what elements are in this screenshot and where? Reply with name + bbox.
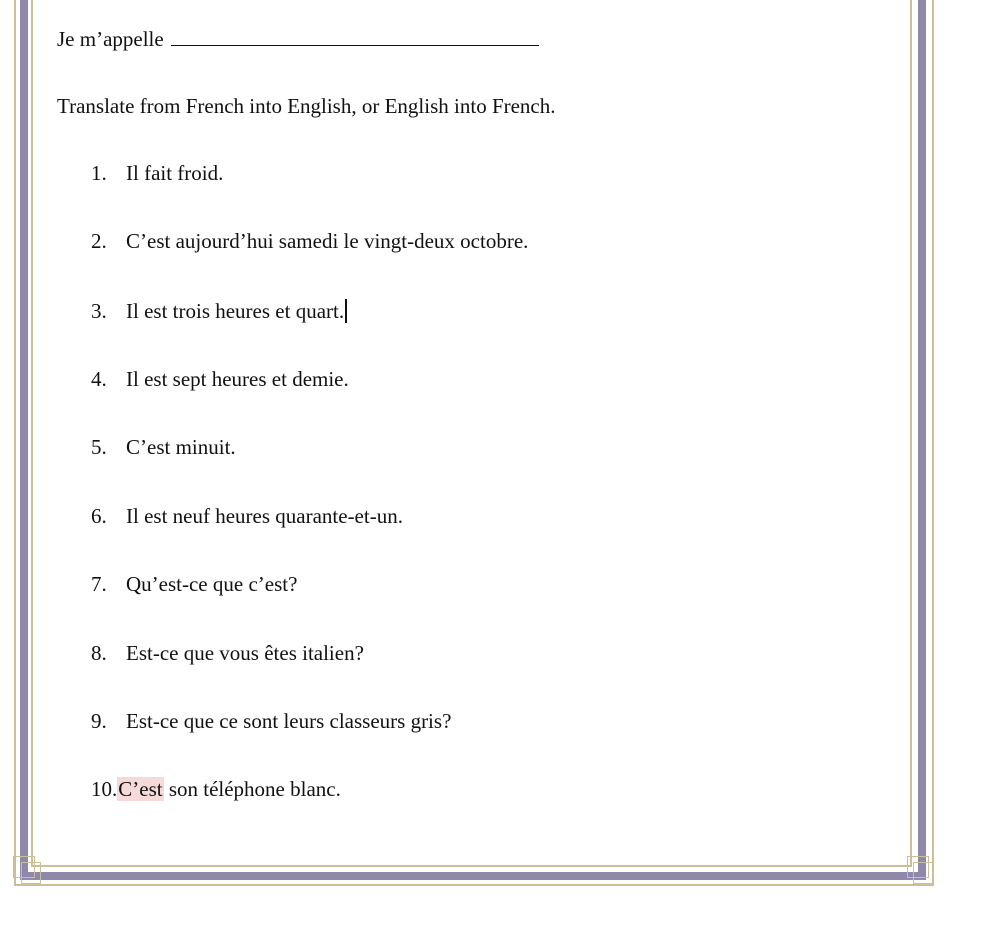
item-text: Il est sept heures et demie. [126, 367, 349, 391]
item-number: 8. [91, 641, 107, 665]
list-item [91, 776, 341, 802]
border-right-inner [910, 0, 912, 866]
border-left-inner [31, 0, 33, 866]
border-bottom-thick [20, 872, 926, 880]
list-item [91, 366, 349, 392]
item-number: 2. [91, 229, 107, 253]
list-item [91, 434, 236, 460]
list-item [91, 228, 528, 254]
item-number: 4. [91, 367, 107, 391]
item-text: Est-ce que ce sont leurs classeurs gris? [126, 709, 452, 733]
list-item [91, 708, 451, 734]
corner-ornament-left-inner [21, 862, 41, 884]
item-text: Qu’est-ce que c’est? [126, 572, 298, 596]
name-blank[interactable] [171, 25, 539, 46]
border-right-outer [932, 0, 934, 884]
text-cursor [345, 299, 347, 323]
item-text: son téléphone blanc. [163, 777, 341, 801]
corner-ornament-right-inner [913, 862, 933, 884]
border-bottom-inner [31, 865, 912, 867]
item-text: Il fait froid. [126, 161, 224, 185]
item-number: 6. [91, 504, 107, 528]
instructions: Translate from French into English, or English into French. [57, 94, 556, 118]
item-number: 10. [91, 777, 118, 801]
name-line [57, 25, 539, 52]
item-number: 1. [91, 161, 107, 185]
list-item [91, 298, 347, 324]
border-left-thick [20, 0, 28, 872]
item-number: 7. [91, 572, 107, 596]
border-left-outer [14, 0, 16, 884]
highlighted-text: C’est [118, 777, 163, 801]
border-right-thick [918, 0, 926, 872]
list-item [91, 503, 403, 529]
border-bottom-outer [14, 884, 934, 886]
list-item [91, 571, 297, 597]
list-item [91, 160, 223, 186]
item-number: 5. [91, 435, 107, 459]
item-text: C’est aujourd’hui samedi le vingt-deux octobre. [126, 229, 529, 253]
item-number: 3. [91, 299, 107, 323]
item-text: Il est neuf heures quarante-et-un. [126, 504, 403, 528]
item-text: C’est minuit. [126, 435, 236, 459]
name-label: Je m’appelle [57, 27, 164, 51]
list-item [91, 640, 364, 666]
item-text: Est-ce que vous êtes italien? [126, 641, 364, 665]
item-text: Il est trois heures et quart. [126, 299, 345, 323]
item-number: 9. [91, 709, 107, 733]
